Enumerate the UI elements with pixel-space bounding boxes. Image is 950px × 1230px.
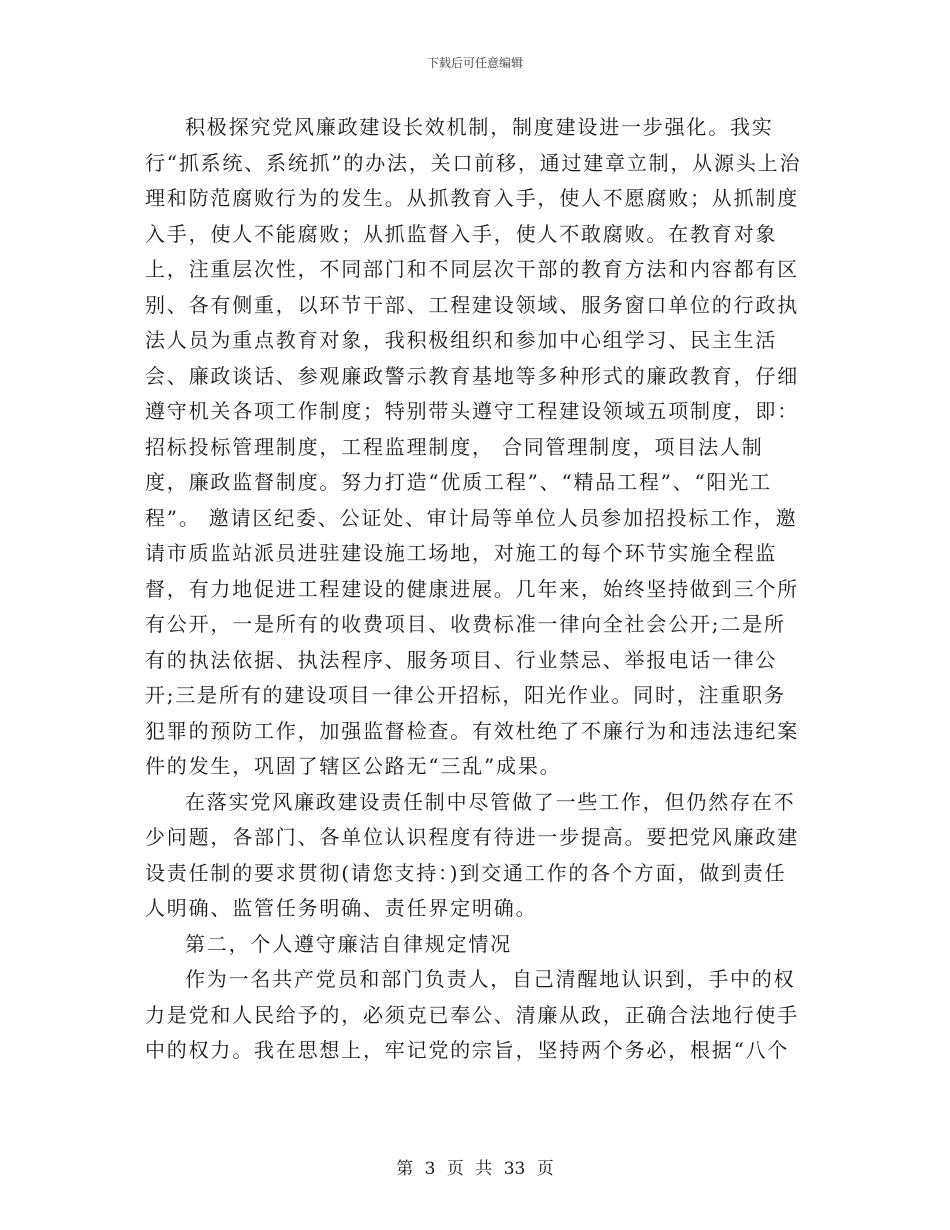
paragraph: 作为一名共产党员和部门负责人，自己清醒地认识到，手中的权力是党和人民给予的，必须克已奉公、清廉从政，正确合法地行使手中的权力。我在思想上，牢记党的宗旨，坚持两个务必，根据“八个 [145, 967, 799, 1062]
page-footer: 第 3 页 共 33 页 [396, 1159, 554, 1179]
paragraph: 在落实党风廉政建设责任制中尽管做了一些工作，但仍然存在不少问题，各部门、各单位认识程度有待进一步提高。要把党风廉政建设责任制的要求贯彻(请您支持：)到交通工作的各个方面，做到责任人明确、监管任务明确、责任界定明确。 [145, 789, 799, 920]
paragraph: 积极探究党风廉政建设长效机制，制度建设进一步强化。我实行“抓系统、系统抓”的办法，关口前移，通过建章立制，从源头上治理和防范腐败行为的发生。从抓教育入手，使人不愿腐败；从抓制度入手，使人不能腐败；从抓监督入手，使人不敢腐败。在教育对象上，注重层次性，不同部门和不同层次干部的教育方法和内容都有区别、各有侧重，以环节干部、工程建设领域、服务窗口单位的行政执法人员为重点教育对象，我积极组织和参加中心组学习、民主生活会、廉政谈话、参观廉政警示教育基地等多种形式的廉政教育，仔细遵守机关各项工作制度；特别带头遵守工程建设领域五项制度，即：招标投标管理制度，工程监理制度， 合同管理制度，项目法人制度，廉政监督制度。努力打造“优质工程”、“精品工程”、“阳光工程”。 邀请区纪委、公证处、审计局等单位人员参加招投标工作，邀请市质监站派员进驻建设施工场地，对施工的每个环节实施全程监督，有力地促进工程建设的健康进展。几年来，始终坚持做到三个所有公开，一是所有的收费项目、收费标准一律向全社会公开;二是所有的执法依据、执法程序、服务项目、行业禁忌、举报电话一律公开;三是所有的建设项目一律公开招标，阳光作业。同时，注重职务犯罪的预防工作，加强监督检查。有效杜绝了不廉行为和违法违纪案件的发生，巩固了辖区公路无“三乱”成果。 [145, 115, 802, 778]
document-body [145, 110, 805, 1069]
page-header: 下载后可任意编辑 [426, 56, 523, 70]
section-heading: 第二，个人遵守廉洁自律规定情况 [185, 931, 512, 956]
